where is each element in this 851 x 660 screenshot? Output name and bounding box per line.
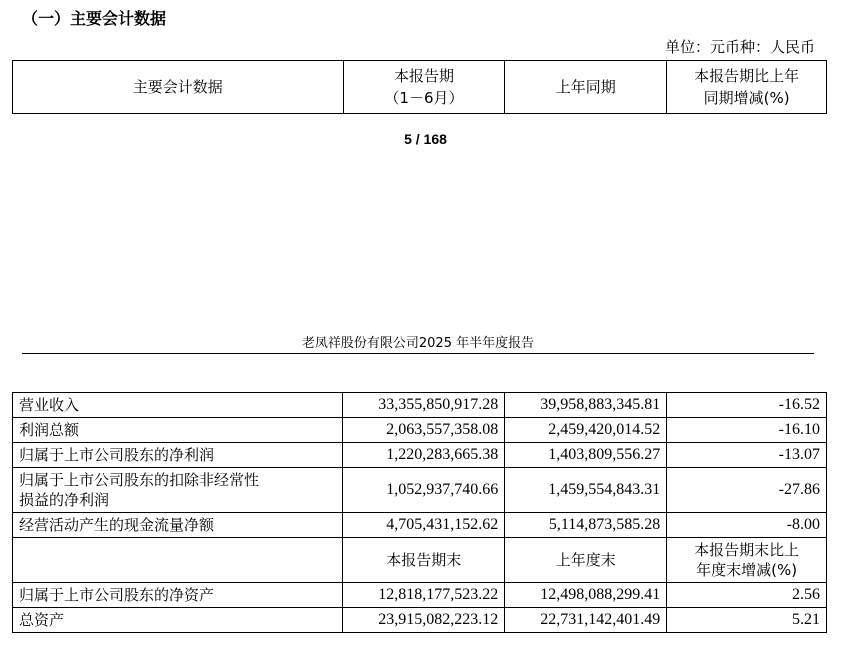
sub-header-row [13, 538, 827, 583]
row-current: 1,220,283,665.38 [343, 443, 505, 468]
sub-header-change-line1: 本报告期末比上 [694, 541, 800, 559]
row-label: 利润总额 [13, 418, 343, 443]
row-label-line2: 损益的净利润 [19, 491, 110, 509]
sub-header-empty [13, 538, 343, 583]
header-col-prior: 上年同期 [505, 61, 667, 114]
row-prior: 12,498,088,299.41 [505, 583, 667, 608]
header-col-change [667, 61, 827, 114]
header-col-change-line2: 同期增减(%) [703, 89, 790, 107]
sub-header-current: 本报告期末 [343, 538, 505, 583]
table-row [13, 393, 827, 418]
report-title-rule [22, 353, 814, 354]
report-title: 老凤祥股份有限公司2025 年半年度报告 [301, 336, 535, 351]
table-row [13, 608, 827, 633]
row-prior: 1,403,809,556.27 [505, 443, 667, 468]
row-change: -8.00 [667, 513, 827, 538]
table-row [13, 418, 827, 443]
header-table [12, 60, 827, 114]
row-current: 33,355,850,917.28 [343, 393, 505, 418]
row-current: 2,063,557,358.08 [343, 418, 505, 443]
sub-header-prior: 上年度末 [505, 538, 667, 583]
header-col-change-line1: 本报告期比上年 [694, 67, 800, 85]
row-change: -16.10 [667, 418, 827, 443]
row-label-line1: 归属于上市公司股东的扣除非经常性 [19, 471, 260, 489]
row-current: 23,915,082,223.12 [343, 608, 505, 633]
row-label: 经营活动产生的现金流量净额 [13, 513, 343, 538]
row-change: -13.07 [667, 443, 827, 468]
header-row [13, 61, 827, 114]
row-label: 归属于上市公司股东的净利润 [13, 443, 343, 468]
row-label: 营业收入 [13, 393, 343, 418]
row-prior: 22,731,142,401.49 [505, 608, 667, 633]
header-col-label: 主要会计数据 [13, 61, 344, 114]
row-current: 1,052,937,740.66 [343, 468, 505, 513]
row-label: 归属于上市公司股东的净资产 [13, 583, 343, 608]
page-number: 5 / 168 [404, 131, 447, 147]
row-prior: 5,114,873,585.28 [505, 513, 667, 538]
unit-note: 单位：元币种：人民币 [664, 38, 815, 56]
sub-header-change-line2: 年度末增减(%) [696, 561, 798, 579]
row-label [13, 468, 343, 513]
row-current: 4,705,431,152.62 [343, 513, 505, 538]
header-col-current [343, 61, 505, 114]
table-row [13, 443, 827, 468]
header-col-current-line1: 本报告期 [393, 67, 454, 85]
row-label: 总资产 [13, 608, 343, 633]
header-col-current-line2: （1－6月） [384, 89, 464, 107]
row-change: -16.52 [667, 393, 827, 418]
table-row [13, 583, 827, 608]
row-change: -27.86 [667, 468, 827, 513]
row-change: 5.21 [667, 608, 827, 633]
row-prior: 1,459,554,843.31 [505, 468, 667, 513]
section-title: （一）主要会计数据 [22, 9, 167, 28]
data-table [12, 392, 827, 633]
table-row [13, 468, 827, 513]
row-current: 12,818,177,523.22 [343, 583, 505, 608]
sub-header-change [667, 538, 827, 583]
row-prior: 39,958,883,345.81 [505, 393, 667, 418]
table-row [13, 513, 827, 538]
row-change: 2.56 [667, 583, 827, 608]
row-prior: 2,459,420,014.52 [505, 418, 667, 443]
